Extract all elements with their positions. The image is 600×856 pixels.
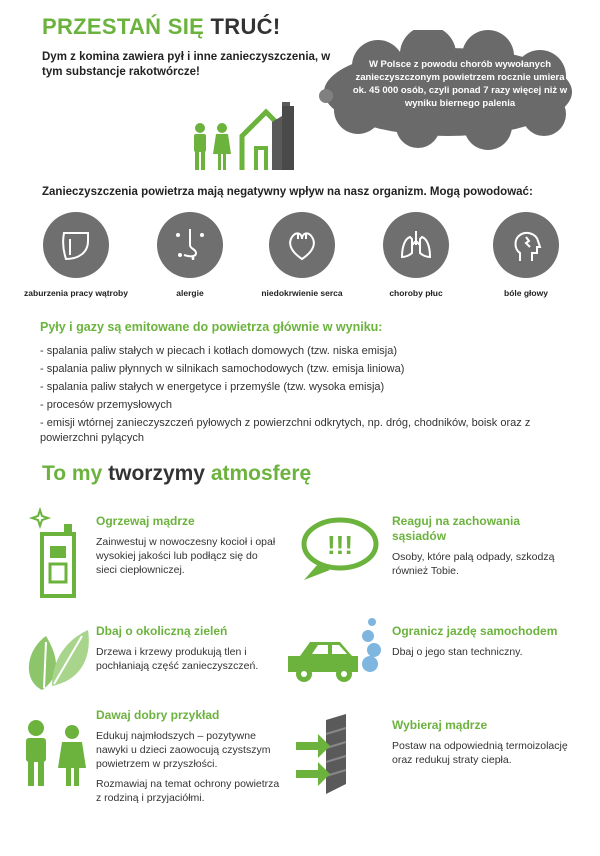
list-item: - spalania paliw stałych w piecach i kotłach domowych (tzw. niska emisja)	[40, 345, 398, 357]
head-pain-icon	[506, 225, 546, 265]
tip-example: Dawaj dobry przykład Edukuj najmłodszych – pozytywne nawyki u dzieci zaowocują czystszym powietrzem w przyszłości. Rozmawiaj na temat ochrony powietrza z rodziną i przyjaciółmi.	[96, 708, 280, 804]
list-item: - spalania paliw stałych w energetyce i przemyśle (tzw. wysoka emisja)	[40, 381, 385, 393]
page-title: PRZESTAŃ SIĘ TRUĆ!	[42, 14, 281, 39]
tip-heating: Ogrzewaj mądrze Zainwestuj w nowoczesny kocioł i opał wysokiej jakości lub podłącz się do sieci ciepłowniczej.	[96, 514, 276, 576]
boiler-icon	[28, 506, 82, 602]
tip-neighbours: Reaguj na zachowania sąsiadów Osoby, które palą odpady, szkodzą również Tobie.	[392, 514, 555, 577]
car-exhaust-icon	[282, 614, 386, 686]
tip-car: Ogranicz jazdę samochodem Dbaj o jego stan techniczny.	[392, 624, 558, 658]
parent-child-icon	[20, 718, 90, 788]
tip-insulation: Wybieraj mądrze Postaw na odpowiednią termoizolację oraz redukuj straty ciepła.	[392, 718, 568, 766]
effect-headache: bóle głowy	[466, 212, 586, 298]
list-item: - procesów przemysłowych	[40, 399, 173, 411]
family-house-icon	[190, 102, 310, 172]
svg-text:!!!: !!!	[327, 530, 353, 560]
sources-list	[40, 344, 560, 449]
list-item: - spalania paliw płynnych w silnikach samochodowych (tzw. emisja liniowa)	[40, 363, 405, 375]
insulation-wall-icon	[296, 714, 366, 798]
effect-liver: zaburzenia pracy wątroby	[16, 212, 136, 298]
speech-bubble-icon	[298, 514, 382, 584]
liver-icon	[56, 225, 96, 265]
nose-allergy-icon	[170, 225, 210, 265]
effect-heart: niedokrwienie serca	[242, 212, 362, 298]
effect-lungs: choroby płuc	[356, 212, 476, 298]
heart-icon	[282, 225, 322, 265]
leaves-icon	[22, 620, 90, 692]
tip-greenery: Dbaj o okoliczną zieleń Drzewa i krzewy produkują tlen i pochłaniają część zanieczyszczeń.	[96, 624, 259, 672]
atmosphere-heading: To my tworzymy atmosferę	[42, 462, 312, 485]
lungs-icon	[396, 225, 436, 265]
sources-heading: Pyły i gazy są emitowane do powietrza głównie w wyniku:	[40, 320, 383, 334]
effects-lead: Zanieczyszczenia powietrza mają negatywny wpływ na nasz organizm. Mogą powodować:	[42, 186, 533, 198]
intro-text: Dym z komina zawiera pył i inne zanieczyszczenia, w tym substancje rakotwórcze!	[42, 51, 331, 78]
effect-allergy: alergie	[130, 212, 250, 298]
list-item: - emisji wtórnej zanieczyszczeń pyłowych z powierzchni odkrytych, np. dróg, chodników, boisk oraz z powierzchni pylących	[40, 417, 531, 444]
cloud-statistic: W Polsce z powodu chorób wywołanych zanieczyszczonym powietrzem rocznie umiera ok. 45 000 osób, czyli ponad 7 razy więcej niż w wyniku biernego palenia	[352, 59, 568, 109]
